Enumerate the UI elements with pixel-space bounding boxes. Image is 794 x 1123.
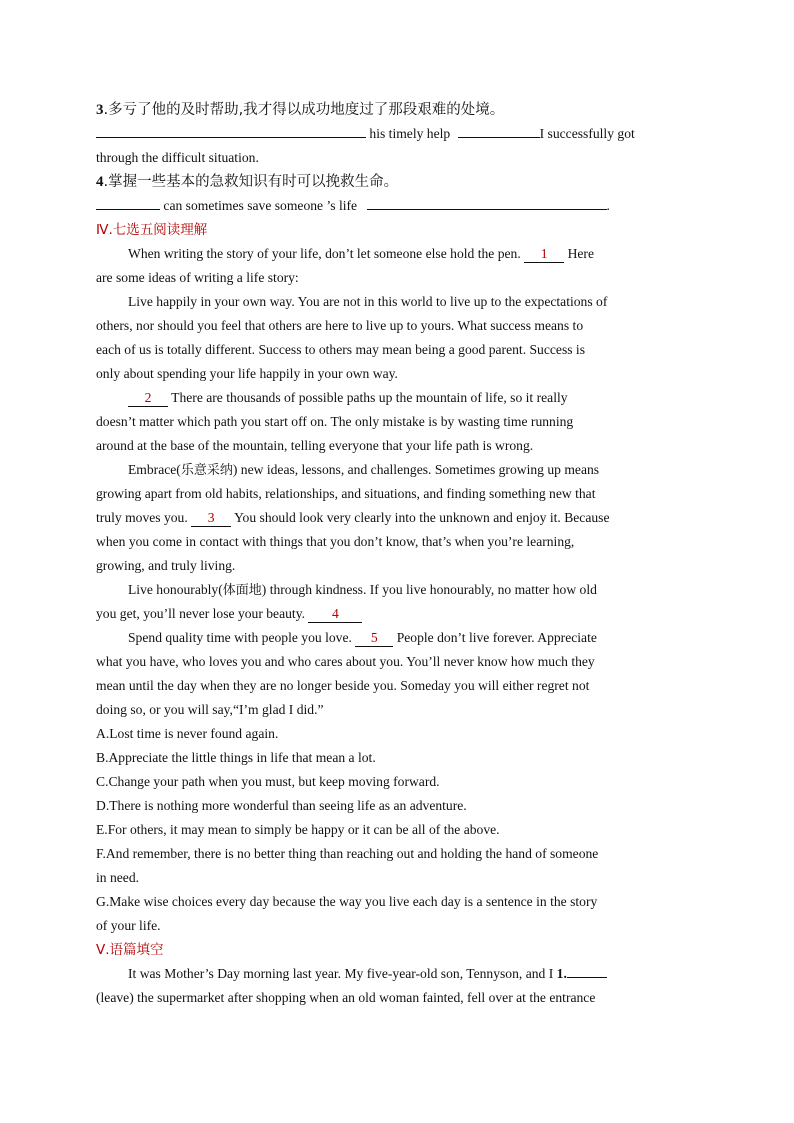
section4-p5-line1 — [96, 578, 698, 602]
option-d: D.There is nothing more wonderful than seeing life as an adventure. — [96, 798, 467, 813]
option-c: C.Change your path when you must, but keep moving forward. — [96, 774, 440, 789]
section4-p2-line2: others, nor should you feel that others are here to live up to yours. What success means to — [96, 318, 584, 333]
q3-prompt — [96, 98, 698, 122]
q3-chinese: .多亏了他的及时帮助,我才得以成功地度过了那段艰难的处境。 — [103, 102, 505, 118]
q4-line1 — [96, 194, 698, 218]
section4-p5-text-a: Live honourably( — [128, 582, 223, 597]
section4-p1-text: When writing the story of your life, don’t let someone else hold the pen. — [128, 246, 521, 261]
section4-p4-line2: growing apart from old habits, relationships, and situations, and finding something new that — [96, 486, 596, 501]
option-f-cont: in need. — [96, 870, 140, 885]
section4-p2-line3: each of us is totally different. Success to others may mean being a good parent. Success is — [96, 342, 585, 357]
section4-p4-line4: when you come in contact with things that you don’t know, that’s when you’re learning, — [96, 534, 575, 549]
section4-p6-line3: mean until the day when they are no longer beside you. Someday you will either regret not — [96, 678, 590, 693]
worksheet-content — [96, 98, 698, 1010]
q4-chinese: .掌握一些基本的急救知识有时可以挽救生命。 — [103, 174, 399, 190]
section4-p5-line2 — [96, 602, 698, 626]
section4-title: Ⅳ.七选五阅读理解 — [96, 222, 208, 238]
q3-blank-2[interactable] — [458, 122, 540, 138]
section4-p1-line2: are some ideas of writing a life story: — [96, 270, 299, 285]
section4-p5-gloss: 体面地 — [222, 583, 262, 598]
section4-p2-line4: only about spending your life happily in your own way. — [96, 366, 398, 381]
answer-blank-4[interactable]: 4 — [308, 606, 362, 623]
answer-blank-1[interactable]: 1 — [524, 246, 564, 263]
q3-line1 — [96, 122, 698, 146]
section4-p3-text: There are thousands of possible paths up the mountain of life, so it really — [171, 390, 568, 405]
section4-p6-text-b: People don’t live forever. Appreciate — [396, 630, 597, 645]
option-g-cont: of your life. — [96, 918, 161, 933]
section4-p6-line1 — [96, 626, 698, 650]
section4-p4-line3 — [96, 506, 698, 530]
section4-p3-line1 — [96, 386, 698, 410]
section4-p4-text-c: truly moves you. — [96, 510, 188, 525]
answer-blank-5[interactable]: 5 — [355, 630, 393, 647]
section4-p6-line4: doing so, or you will say,“I’m glad I did.” — [96, 702, 324, 717]
option-f: F.And remember, there is no better thing than reaching out and holding the hand of someone — [96, 846, 599, 861]
section4-p4-text-d: You should look very clearly into the unknown and enjoy it. Because — [234, 510, 610, 525]
q4-fragment-1: can sometimes save someone — [163, 198, 324, 213]
section4-p4-line1 — [96, 458, 698, 482]
q4-apostrophe: ’ — [326, 198, 331, 213]
section4-p5-text-c: you get, you’ll never lose your beauty. — [96, 606, 306, 621]
section4-p6-line2: what you have, who loves you and who cares about you. You’ll never know how much they — [96, 654, 595, 669]
section4-p3-line3: around at the base of the mountain, telling everyone that your life path is wrong. — [96, 438, 534, 453]
section4-p5-text-b: ) through kindness. If you live honourably, no matter how old — [261, 582, 597, 597]
section4-p6-text-a: Spend quality time with people you love. — [128, 630, 352, 645]
answer-blank-2[interactable]: 2 — [128, 390, 168, 407]
section5-blank-number: 1. — [556, 966, 567, 981]
q3-line2: through the difficult situation. — [96, 150, 259, 165]
q3-number: 3 — [96, 102, 104, 118]
option-g: G.Make wise choices every day because the way you live each day is a sentence in the story — [96, 894, 598, 909]
q4-prompt — [96, 170, 698, 194]
section4-p3-line2: doesn’t matter which path you start off on. The only mistake is by wasting time running — [96, 414, 574, 429]
q3-blank-1[interactable] — [96, 122, 366, 138]
section4-p1-line1 — [96, 242, 698, 266]
q4-period: . — [606, 198, 610, 213]
section4-p4-gloss: 乐意采纳 — [180, 463, 233, 478]
q4-blank-2[interactable] — [367, 194, 607, 210]
section5-line2: (leave) the supermarket after shopping when an old woman fainted, fell over at the entrance — [96, 990, 596, 1005]
option-b: B.Appreciate the little things in life that mean a lot. — [96, 750, 376, 765]
q4-fragment-2: s life — [330, 198, 358, 213]
section5-line1 — [96, 962, 698, 986]
section4-p2-line1: Live happily in your own way. You are not in this world to live up to the expectations of — [128, 294, 608, 309]
section5-blank-1[interactable] — [567, 962, 607, 978]
q4-blank-1[interactable] — [96, 194, 160, 210]
option-a: A.Lost time is never found again. — [96, 726, 279, 741]
answer-blank-3[interactable]: 3 — [191, 510, 231, 527]
section4-p4-text-b: ) new ideas, lessons, and challenges. Sometimes growing up means — [232, 462, 600, 477]
section5-title: Ⅴ.语篇填空 — [96, 942, 164, 958]
q4-number: 4 — [96, 174, 104, 190]
section4-p1-text-b: Here — [567, 246, 594, 261]
section4-p4-line5: growing, and truly living. — [96, 558, 236, 573]
q3-fragment-1: his timely help — [369, 126, 451, 141]
option-e: E.For others, it may mean to simply be happy or it can be all of the above. — [96, 822, 500, 837]
q3-fragment-2: I successfully got — [539, 126, 635, 141]
section4-p4-text-a: Embrace( — [128, 462, 181, 477]
section5-text-a: It was Mother’s Day morning last year. My five-year-old son, Tennyson, and I — [128, 966, 554, 981]
